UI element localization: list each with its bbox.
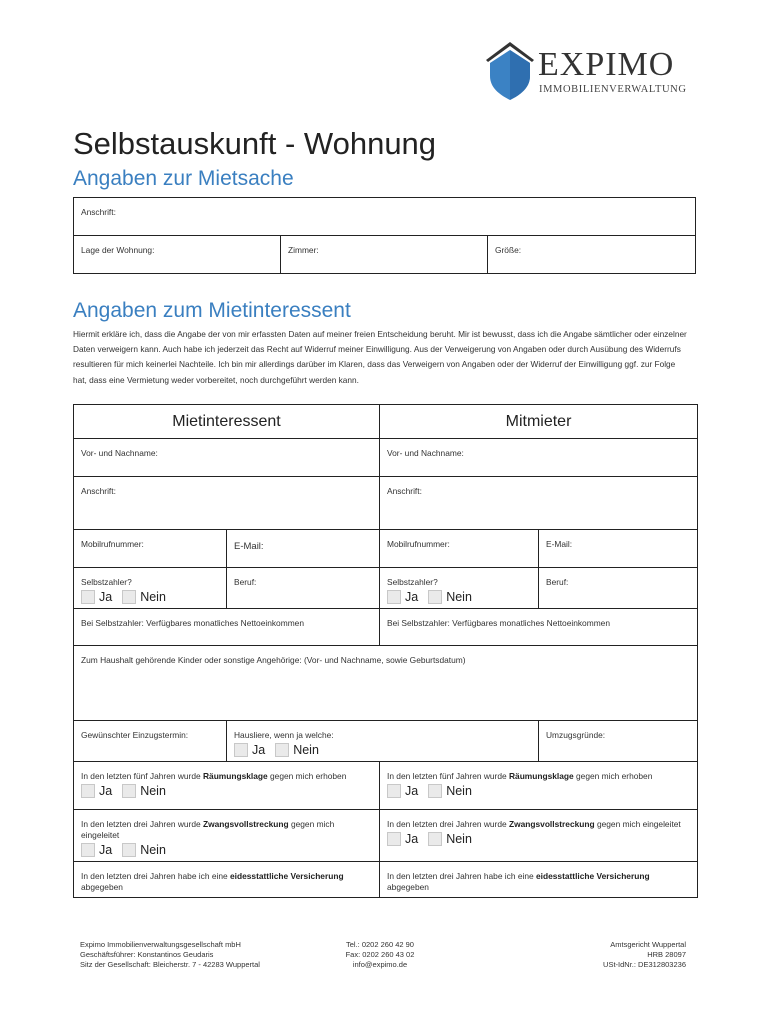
pets-no-checkbox[interactable]: [275, 743, 289, 757]
applicant-address-field[interactable]: [74, 477, 380, 530]
eviction-text: In den letzten fünf Jahren wurde: [387, 771, 509, 781]
household-members-field[interactable]: [74, 646, 698, 721]
cotenant-name-label: Vor- und Nachname:: [387, 448, 464, 458]
applicant-table: [73, 404, 698, 898]
cotenant-enforcement-field: [380, 810, 698, 862]
size-label: Größe:: [495, 245, 522, 255]
no-label: Nein: [446, 589, 472, 604]
applicant-name-field[interactable]: [74, 439, 380, 477]
enforcement-text: In den letzten drei Jahren wurde: [81, 819, 203, 829]
applicant-job-label: Beruf:: [234, 577, 257, 587]
applicant-enforcement-no-checkbox[interactable]: [122, 843, 136, 857]
cotenant-address-field[interactable]: [380, 477, 698, 530]
pets-field: [227, 721, 539, 762]
footer-manager: Geschäftsführer: Konstantinos Geudaris: [80, 950, 214, 959]
cotenant-address-label: Anschrift:: [387, 486, 422, 496]
cotenant-selfpayer-no-checkbox[interactable]: [428, 590, 442, 604]
cotenant-email-field[interactable]: [539, 530, 698, 568]
eviction-text-end: gegen mich erhoben: [267, 771, 347, 781]
applicant-affidavit-field[interactable]: [74, 862, 380, 898]
section-heading-applicant: Angaben zum Mietinteressent: [73, 299, 351, 322]
affidavit-bold: eidesstattliche Versicherung: [536, 871, 650, 881]
no-label: Nein: [140, 589, 166, 604]
cotenant-income-field[interactable]: [380, 609, 698, 646]
yes-label: Ja: [99, 589, 113, 604]
yes-label: Ja: [405, 831, 419, 846]
footer-hrb: HRB 28097: [647, 950, 686, 959]
applicant-mobile-label: Mobilrufnummer:: [81, 539, 144, 549]
logo-subtitle: IMMOBILIENVERWALTUNG: [539, 84, 687, 95]
household-members-label: Zum Haushalt gehörende Kinder oder sonstige Angehörige: (Vor- und Nachname, sowie Geburtsdatum): [81, 655, 466, 665]
pets-yes-checkbox[interactable]: [234, 743, 248, 757]
move-in-date-field[interactable]: [74, 721, 227, 762]
move-reason-label: Umzugsgründe:: [546, 730, 606, 740]
property-table: [73, 197, 696, 274]
move-reason-field[interactable]: [539, 721, 698, 762]
applicant-selfpayer-field: [74, 568, 227, 609]
applicant-mobile-field[interactable]: [74, 530, 227, 568]
footer-phone: Tel.: 0202 260 42 90: [346, 940, 414, 949]
applicant-eviction-field: [74, 762, 380, 810]
applicant-address-label: Anschrift:: [81, 486, 116, 496]
applicant-email-field[interactable]: [227, 530, 380, 568]
enforcement-text: In den letzten drei Jahren wurde: [387, 819, 509, 829]
footer-fax: Fax: 0202 260 43 02: [345, 950, 415, 959]
rooms-field[interactable]: [281, 236, 488, 274]
yes-label: Ja: [405, 783, 419, 798]
applicant-job-field[interactable]: [227, 568, 380, 609]
cotenant-job-label: Beruf:: [546, 577, 569, 587]
cotenant-mobile-field[interactable]: [380, 530, 539, 568]
pets-label: Hausliere, wenn ja welche:: [234, 730, 334, 740]
cotenant-eviction-yes-checkbox[interactable]: [387, 784, 401, 798]
cotenant-selfpayer-yes-checkbox[interactable]: [387, 590, 401, 604]
applicant-enforcement-yes-checkbox[interactable]: [81, 843, 95, 857]
enforcement-bold: Zwangsvollstreckung: [202, 819, 289, 829]
no-label: Nein: [140, 842, 166, 857]
logo-wordmark: EXPIMO: [538, 46, 675, 83]
apartment-location-label: Lage der Wohnung:: [81, 245, 155, 255]
yes-label: Ja: [99, 842, 113, 857]
no-label: Nein: [446, 783, 472, 798]
cotenant-affidavit-field[interactable]: [380, 862, 698, 898]
footer-registry: [560, 940, 686, 970]
enforcement-text-end: gegen mich eingeleitet: [594, 819, 681, 829]
cotenant-enforcement-yes-checkbox[interactable]: [387, 832, 401, 846]
section-heading-property: Angaben zur Mietsache: [73, 167, 294, 190]
applicant-selfpayer-label: Selbstzahler?: [81, 577, 132, 587]
affidavit-text: In den letzten drei Jahren habe ich eine: [81, 871, 230, 881]
property-address-label: Anschrift:: [81, 207, 116, 217]
move-in-date-label: Gewünschter Einzugstermin:: [81, 730, 189, 740]
cotenant-job-field[interactable]: [539, 568, 698, 609]
column-header-applicant: Mietinteressent: [74, 405, 380, 439]
cotenant-name-field[interactable]: [380, 439, 698, 477]
applicant-email-label: E-Mail:: [234, 541, 264, 552]
applicant-eviction-yes-checkbox[interactable]: [81, 784, 95, 798]
applicant-eviction-no-checkbox[interactable]: [122, 784, 136, 798]
footer-court: Amtsgericht Wuppertal: [610, 940, 686, 949]
applicant-selfpayer-yes-checkbox[interactable]: [81, 590, 95, 604]
eviction-bold: Räumungsklage: [202, 771, 268, 781]
cotenant-eviction-field: [380, 762, 698, 810]
footer-address: Sitz der Gesellschaft: Bleicherstr. 7 - 42283 Wuppertal: [80, 960, 260, 969]
column-header-cotenant: Mitmieter: [380, 405, 698, 439]
footer-email[interactable]: info@expimo.de: [352, 960, 408, 969]
enforcement-text-end: gegen mich eingeleitet: [81, 819, 335, 840]
cotenant-email-label: E-Mail:: [546, 539, 573, 549]
cotenant-mobile-label: Mobilrufnummer:: [387, 539, 450, 549]
affidavit-text-end: abgegeben: [81, 882, 123, 892]
affidavit-bold: eidesstattliche Versicherung: [230, 871, 344, 881]
applicant-selfpayer-no-checkbox[interactable]: [122, 590, 136, 604]
eviction-text: In den letzten fünf Jahren wurde: [81, 771, 203, 781]
footer-contact: [320, 940, 440, 970]
affidavit-text-end: abgegeben: [387, 882, 429, 892]
applicant-income-field[interactable]: [74, 609, 380, 646]
affidavit-text: In den letzten drei Jahren habe ich eine: [387, 871, 536, 881]
size-field[interactable]: [488, 236, 696, 274]
page-title: Selbstauskunft - Wohnung: [73, 126, 437, 161]
property-address-field[interactable]: [74, 198, 696, 236]
cotenant-selfpayer-label: Selbstzahler?: [387, 577, 438, 587]
eviction-text-end: gegen mich erhoben: [573, 771, 653, 781]
footer-vat: USt-IdNr.: DE312803236: [603, 960, 686, 969]
yes-label: Ja: [405, 589, 419, 604]
yes-label: Ja: [99, 783, 113, 798]
enforcement-bold: Zwangsvollstreckung: [508, 819, 595, 829]
footer-company: [80, 940, 260, 970]
no-label: Nein: [293, 742, 319, 757]
cotenant-income-label: Bei Selbstzahler: Verfügbares monatliches Nettoeinkommen: [387, 618, 610, 628]
applicant-name-label: Vor- und Nachname:: [81, 448, 158, 458]
consent-paragraph: Hiermit erkläre ich, dass die Angabe der von mir erfassten Daten auf meiner freien Entscheidung beruht. Mir ist bewusst, dass ich die Angabe sämtlicher oder einzelner Daten verweigern kann. Auch habe ich jederzeit das Recht auf Widerruf meiner Einwilligung. Aus der Verweigerung von Angaben oder durch Ausübung des Widerrufs resultieren für mich keinerlei Nachteile. Ich bin mir allerdings darüber im Klaren, dass das Verweigern von Angaben oder der Widerruf der Einwilligung ggf. zur Folge hat, dass eine Vermietung weder vorbereitet, noch durchgeführt werden kann.: [73, 329, 687, 385]
applicant-enforcement-field: [74, 810, 380, 862]
apartment-location-field[interactable]: [74, 236, 281, 274]
rooms-label: Zimmer:: [288, 245, 319, 255]
no-label: Nein: [446, 831, 472, 846]
yes-label: Ja: [252, 742, 266, 757]
applicant-income-label: Bei Selbstzahler: Verfügbares monatliches Nettoeinkommen: [81, 618, 304, 628]
cotenant-eviction-no-checkbox[interactable]: [428, 784, 442, 798]
no-label: Nein: [140, 783, 166, 798]
eviction-bold: Räumungsklage: [508, 771, 574, 781]
footer-company-name: Expimo Immobilienverwaltungsgesellschaft mbH: [80, 940, 241, 949]
cotenant-selfpayer-field: [380, 568, 539, 609]
cotenant-enforcement-no-checkbox[interactable]: [428, 832, 442, 846]
